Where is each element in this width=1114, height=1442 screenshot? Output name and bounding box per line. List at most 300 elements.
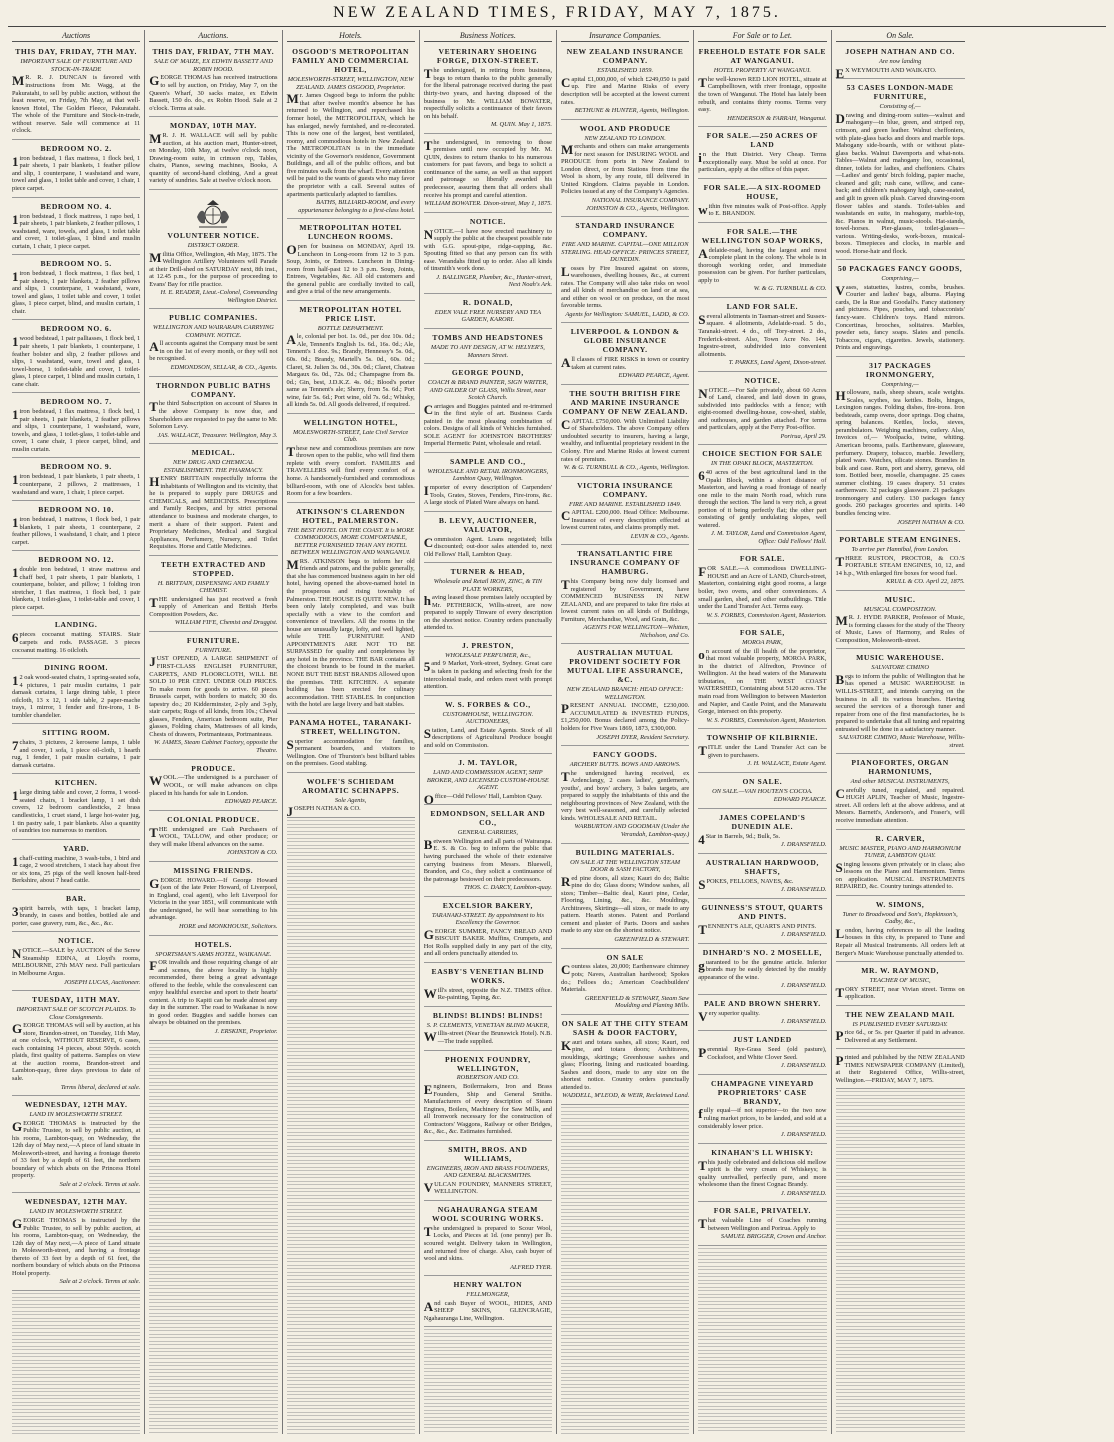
- fine-print-filler: [561, 1401, 689, 1406]
- advertisement: [698, 626, 826, 729]
- advertisement: [561, 122, 689, 217]
- fine-print-filler: [698, 1318, 826, 1323]
- fine-print-filler: [287, 1121, 415, 1126]
- ad-title: JAMES COPELAND'S DUNEDIN ALE.: [719, 812, 806, 831]
- fine-print-filler: [287, 1268, 415, 1273]
- royal-crest-icon: [193, 197, 233, 229]
- ad-title: CHOICE SECTION FOR SALE: [702, 449, 823, 459]
- fine-print-filler: [836, 1357, 965, 1362]
- ad-title: METROPOLITAN HOTEL PRICE LIST.: [299, 304, 402, 323]
- fine-print-filler: [287, 1016, 415, 1021]
- fine-print-filler: [149, 1057, 277, 1062]
- fine-print-filler: [149, 1127, 277, 1132]
- advertisement: [287, 775, 415, 818]
- fine-print-filler: [287, 932, 415, 937]
- ad-title: BEDROOM NO. 10.: [38, 505, 114, 515]
- ad-title: B. LEVY, AUCTIONEER, VALUATOR,: [438, 515, 537, 534]
- fine-print-filler: [836, 1210, 965, 1215]
- ad-title: DINING ROOM.: [44, 663, 108, 673]
- ad-body: 3spirit barrels, with taps, 1 bracket lamp, brandy, in cases and bottles, bottled ale and porter, case gravery, rum, &c., &c., &c.: [12, 903, 141, 927]
- ad-title: PUBLIC COMPANIES.: [169, 313, 258, 323]
- fine-print-filler: [561, 1289, 689, 1294]
- fine-print-filler: [424, 1413, 552, 1418]
- fine-print-filler: [287, 1394, 415, 1399]
- ad-subtitle: Wholesale and Retail IRON, ZINC, & TIN PLATE WORKERS,: [433, 578, 543, 593]
- fine-print-filler: [561, 1268, 689, 1273]
- ad-title: AUSTRALIAN MUTUAL PROVIDENT SOCIETY FOR MUTUAL LIFE ASSURANCE, &C.: [567, 648, 684, 685]
- fine-print-filler: [561, 1429, 689, 1434]
- ad-subtitle: IMPORTANT SALE OF SCOTCH PLAIDS. To Close Consignments.: [16, 1006, 136, 1021]
- fine-print-filler: [698, 1360, 826, 1365]
- ad-subtitle: HOTEL PROPERTY AT WANGANUI.: [713, 67, 812, 75]
- ad-title: KITCHEN.: [54, 778, 98, 788]
- ad-title: PRODUCE.: [191, 763, 236, 773]
- ad-body: Will's street, opposite the N.Z. TIMES office. Re-painting, Taping, &c.: [423, 985, 552, 1002]
- fine-print-filler: [149, 1078, 277, 1083]
- ad-signature: Agents for Wellington: SAMUEL, LADD, & CO.: [565, 310, 690, 318]
- fine-print-filler: [836, 1140, 965, 1145]
- ad-title: LANDING.: [54, 620, 98, 630]
- ad-body: 1iron bedstead, 1 flax mattress, 1 flock bed, 1 pair sheets, 1 pair blankets, 2 feather pillows and slips, 1 counterpane, 1 washstand, ware, towels, and glass, 1 toilet-glass, 1 toilet-table and cover, 1 cane chair, 1 piece carpet, blind, and muslin curtain.: [12, 407, 141, 453]
- ad-body: MRS. ATKINSON begs to inform her old friends and patrons, and the public generally, that she has commenced business again in her old hotel, having opened the above-named hotel in the prosperous and rising township of Palmerston. THE HOUSE IS QUITE NEW. It has been only lately completed, and was built specially with a view to the comfort and convenience of travellers. All the rooms in the house are unusually large, lofty, and well lighted, while THE FURNITURE AND APPOINTMENTS ARE NOT TO BE SURPASSED for quality and completeness by any hotel in the province. THE BAR contains all the choicest brands to be found in the market. NONE BUT THE BEST BRANDS Allowed upon the premises. THE KITCHEN. A separate building has been erected for culinary accommodation. THE STABLES. In conjunction with the hotel are large livery and bait stables.: [286, 556, 415, 709]
- ad-title: BEDROOM NO. 5.: [40, 259, 112, 269]
- ad-body: PRESENT ANNUAL INCOME, £230,000. ACCUMULATED & INVESTED FUNDS, £1,250,000. Bonus declared among the Policy-holders for Five Years 1869, 1873, £300,000.: [561, 701, 690, 733]
- ad-title: MISSING FRIENDS.: [173, 865, 254, 875]
- fine-print-filler: [836, 1399, 965, 1404]
- fine-print-filler: [12, 1405, 140, 1410]
- ad-title: THIS DAY, FRIDAY, 7TH MAY.: [152, 47, 275, 57]
- fine-print-filler: [836, 1133, 965, 1138]
- advertisement: [698, 1077, 826, 1144]
- ad-title: FOR SALE.—THE WELLINGTON SOAP WORKS,: [701, 226, 823, 245]
- ad-signature: EDWARD PEARCE.: [224, 798, 278, 806]
- ad-body: Mr. James Osgood begs to inform the public that after twelve month's absence he has returned to Wellington, and repurchased his former hotel, the METROPOLITAN, which he has enlarged, newly furnished, and re-decorated. This is now one of the largest, best ventilated, roomy, and commodious hotels in New Zealand. The METROPOLITAN is in the immediate vicinity of the Governor's residence, Government Buildings, and all of the public offices, and but five minutes walk from the wharf. Every attention will be paid to the wants of guests who may favor the proprietor with a call. Several suites of apartments particularly adapted to families.: [286, 91, 415, 198]
- fine-print-filler: [287, 1233, 415, 1238]
- ad-signature: JOSEPH LUCAS, Auctioneer.: [64, 978, 141, 986]
- ad-signature: GREENFIELD & STEWART.: [614, 935, 690, 943]
- fine-print-filler: [698, 1332, 826, 1337]
- advertisement: [836, 45, 965, 79]
- fine-print-filler: [149, 1176, 277, 1181]
- fine-print-filler: [287, 988, 415, 993]
- ad-title: FOR SALE,: [739, 628, 785, 638]
- fine-print-filler: [836, 1413, 965, 1418]
- fine-print-filler: [836, 1259, 965, 1264]
- ad-subtitle: NEW ZEALAND TO LONDON.: [584, 134, 666, 142]
- fine-print-filler: [698, 1416, 826, 1421]
- fine-print-filler: [698, 1269, 826, 1274]
- fine-print-filler: [287, 1373, 415, 1378]
- ad-body: THREE RUSTON, PROCTOR, & CO.'S PORTABLE STEAM ENGINES, 10, 12, and 14 h.p., With enlarged fire boxes for wood fuel.: [835, 553, 965, 577]
- ad-signature: Sale at 2 o'clock. Terms at sale.: [59, 1278, 141, 1286]
- ad-signature: H. E. READER, Lieut.-Colonel, Commanding Wellington District.: [160, 289, 278, 304]
- fine-print-filler: [424, 1343, 552, 1348]
- ad-body: FOR invalids and those requiring change of air and scenes, the above locality is highly recommended, there being a great advantage offered to the feeble, while the convalescent can enjoy healthful exercise and sport to their hearts' content. A trip to Kapiti can be made almost any day in the summer. The road to Waikanae is now in good order. Buggies and saddle horses can always be obtained on the premises.: [149, 958, 278, 1027]
- fine-print-filler: [836, 1098, 965, 1103]
- fine-print-filler: [698, 1290, 826, 1295]
- fine-print-filler: [287, 1422, 415, 1427]
- fine-print-filler: [561, 1359, 689, 1364]
- fine-print-filler: [149, 1386, 277, 1391]
- fine-print-filler: [149, 1225, 277, 1230]
- ad-body: Commission Agent. Loans negotiated; bills discounted; out-door sales attended to, next Old Fellows' Hall, Lambton Quay.: [423, 534, 552, 558]
- ad-body: Office—Odd Fellows' Hall, Lambton Quay.: [423, 791, 543, 807]
- fine-print-filler: [149, 1316, 277, 1321]
- fine-print-filler: [424, 1385, 552, 1390]
- ad-signature: W. & G. TURNBULL & CO., Agents, Wellington.: [563, 464, 690, 472]
- fine-print-filler: [561, 1366, 689, 1371]
- ad-title: 50 PACKAGES FANCY GOODS,: [837, 264, 963, 274]
- advertisement: [12, 322, 140, 393]
- advertisement: [561, 951, 689, 1015]
- fine-print-filler: [149, 1120, 277, 1125]
- advertisement: [424, 965, 552, 1007]
- fine-print-filler: [561, 1352, 689, 1357]
- fine-print-filler: [287, 820, 415, 825]
- ad-title: NOTICE.: [744, 375, 781, 385]
- fine-print-filler: [836, 1308, 965, 1313]
- ad-body: WOOL.—The undersigned is a purchaser of WOOL, or will make advances on clips placed in his hands for sale in London.: [149, 773, 278, 797]
- fine-print-filler: [287, 1100, 415, 1105]
- fine-print-filler: [836, 1126, 965, 1131]
- ad-signature: SAMUEL BRIGGER, Crown and Anchor.: [720, 1233, 827, 1241]
- fine-print-filler: [287, 1093, 415, 1098]
- advertisement: [424, 45, 552, 133]
- fine-print-filler: [836, 1154, 965, 1159]
- fine-print-filler: [561, 1254, 689, 1259]
- fine-print-filler: [287, 981, 415, 986]
- ad-signature: J. M. TAYLOR, Land and Commission Agent, Office: Odd Fellows' Hall.: [710, 530, 827, 545]
- fine-print-filler: [561, 1387, 689, 1392]
- ad-body: 12 oak wood-seated chairs, 1 spring-seated sofa, 4 pictures, 1 pair muslin curtains, 1 pair damask curtains, 1 large dining table, 1 piece oilcloth, 13 x 12, 1 side table, 2 paper-mache trays, 1 mirror, 1 fender and fire-irons, 1 8-tumbler chandelier.: [12, 673, 141, 719]
- advertisement: [149, 446, 277, 556]
- advertisement: [836, 262, 965, 356]
- ad-body: London, having references to all the leading houses in this city, is prepared to Tune and Repair all Musical Instruments. All orders left at Berger's Music Warehouse punctually attended to.: [835, 925, 965, 957]
- ad-body: MR. J. H. WALLACE will sell by public auction, at his auction mart, Hunter-street, on Monday, 10th May, at twelve o'clock noon, Drawing-room suite, in crimson rep, Tables, chairs, Pianos, sewing machines, Books, A quantity of second-hand clothing, And a great variety of sundries. Sale at twelve o'clock noon.: [149, 131, 278, 185]
- advertisement: [12, 726, 140, 774]
- ad-signature: J. DRANSFIELD.: [780, 982, 827, 990]
- fine-print-filler: [836, 1203, 965, 1208]
- advertisement: [12, 993, 140, 1096]
- ad-subtitle: THE BEST HOTEL ON THE COAST. It is MORE COMMODIOUS, MORE COMFORTABLE, BETTER FURNISHED THAN ANY HOTEL BETWEEN WELLINGTON AND WANGANUI.: [287, 526, 415, 557]
- ad-body: Importer of every description of Carpenders' Tools, Grates, Stoves, Fenders, Fire-irons, &c. A large stock of Plated Ware always on hand.: [423, 482, 552, 507]
- advertisement: [424, 136, 552, 213]
- fine-print-filler: [287, 862, 415, 867]
- fine-print-filler: [149, 1169, 277, 1174]
- fine-print-filler: [149, 1274, 277, 1279]
- advertisement: [149, 192, 277, 309]
- ad-title: MUSIC.: [884, 594, 916, 604]
- ad-title: FOR SALE.—A SIX-ROOMED HOUSE,: [703, 182, 822, 201]
- fine-print-filler: [149, 1302, 277, 1307]
- ad-body: Carefully tuned, regulated, and repaired. HUGH APLIN, Teacher of Music, Ingestre-street. All orders left at the above address, and at Messrs. Barnett's, Anderson's, and Fraser's, will receive immediate attention.: [835, 785, 965, 825]
- ad-title: JOSEPH NATHAN AND CO.: [845, 47, 955, 57]
- fine-print-filler: [561, 1338, 689, 1343]
- fine-print-filler: [561, 1142, 689, 1147]
- fine-print-filler: [149, 1204, 277, 1209]
- ad-body: 1wood bedstead, 1 pair palliasses, 1 flock bed, 1 pair sheets, 1 pair blankets, 1 counterpane, 1 feather bolster and slip, 2 feather pillows and slips, 1 washstand, ware, towel and glass, 1 towel-horse, 1 toilet-table and cover, 1 toilet-glass, 1 piece carpet, 1 blind and muslin curtain, 1 cane chair.: [12, 334, 141, 388]
- ad-body: in the Hutt District. Very Cheap. Terms exceptionally easy. Must be sold at once. For particulars, apply at the office of this paper.: [698, 150, 827, 174]
- fine-print-filler: [424, 1364, 552, 1369]
- ad-subtitle: IN THE OPAKI BLOCK, MASTERTON.: [711, 460, 814, 468]
- advertisement: [424, 514, 552, 564]
- fine-print-filler: [698, 1409, 826, 1414]
- advertisement: [12, 395, 140, 458]
- ad-signature: HENDERSON & FARRAH, Wanganui.: [727, 114, 827, 122]
- fine-print-filler: [12, 1335, 140, 1340]
- fine-print-filler: [561, 1177, 689, 1182]
- ad-title: W. SIMONS,: [875, 899, 925, 909]
- ad-signature: J. DRANSFIELD.: [780, 1189, 827, 1197]
- fine-print-filler: [561, 1135, 689, 1140]
- advertisement: [287, 505, 415, 714]
- fine-print-filler: [698, 1395, 826, 1400]
- fine-print-filler: [698, 1374, 826, 1379]
- ad-title: BUILDING MATERIALS.: [575, 847, 675, 857]
- ad-body: GEORGE SUMMER, FANCY BREAD AND BISCUIT BAKER. Muffins, Crumpets, and Hot Rolls supplied daily in any part of the city, and all orders punctually attended to.: [423, 926, 552, 958]
- advertisement: [698, 45, 826, 127]
- ad-body: having leased those premises lately occupied by Mr. PETHERICK, Willis-street, are now prepared to supply Tinware of every description on the shortest notice. Country orders punctually attended to.: [423, 593, 552, 632]
- ad-subtitle: S. P. CLEMENTS, VENETIAN BLIND MAKER,: [426, 1021, 549, 1029]
- ad-body: HENRY BRITTAIN respectfully informs the inhabitants of Wellington and its vicinity, that he is prepared to supply pure DRUGS and CHEMICALS, and MEDICINES. Prescriptions and Family Recipes, and by strict personal attendance to business and moderate charges, to merit a share of their support. Patent and Proprietary Medicines, Medical and Surgical Appliances, Perfumery, Nursery, and Toilet Requisites. Horse and Cattle Medicines.: [149, 474, 278, 551]
- fine-print-filler: [12, 1426, 140, 1431]
- advertisement: [149, 634, 277, 760]
- ad-signature: WARBURTON AND GOODMAN (Under the Verandah, Lambton-quay.): [574, 823, 690, 838]
- ad-signature: NATIONAL INSURANCE COMPANY. JOHNSTON & CO., Agents, Wellington.: [586, 196, 690, 212]
- advertisement: [561, 45, 689, 119]
- ad-subtitle: To arrive per Hannibal, from London.: [851, 546, 949, 553]
- fine-print-filler: [149, 1106, 277, 1111]
- ad-signature: WILLIAM FIFE, Chemist and Druggist.: [174, 619, 278, 627]
- fine-print-filler: [561, 1205, 689, 1210]
- advertisement: [287, 716, 415, 773]
- fine-print-filler: [836, 1322, 965, 1327]
- advertisement: [698, 181, 826, 223]
- ad-subtitle: Comprising,—: [881, 275, 919, 283]
- fine-print-filler: [149, 1050, 277, 1055]
- fine-print-filler: [287, 1128, 415, 1133]
- ad-body: The undersigned, in retiring from business, begs to return thanks to the public generally for the liberal patronage received during the past thirty-two years, and having disposed of the business to Mr. WILLIAM BOWATER, respectfully solicits a continuance of their favors on his behalf.: [423, 66, 552, 120]
- fine-print-filler: [836, 1336, 965, 1341]
- ad-subtitle: MOLESWORTH-STREET, Late Civil Service Club.: [292, 428, 409, 444]
- fine-print-filler: [149, 1365, 277, 1370]
- column-3: [283, 30, 420, 1434]
- fine-print-filler: [149, 1099, 277, 1104]
- fine-print-filler: [287, 1002, 415, 1007]
- ad-subtitle: IMPORTANT SALE OF FURNITURE AND STOCK-IN-TRADE: [20, 58, 132, 73]
- fine-print-filler: [287, 1275, 415, 1280]
- ad-title: OSGOOD'S METROPOLITAN FAMILY AND COMMERCIAL HOTEL,: [292, 47, 410, 75]
- ad-title: 53 CASES LONDON-MADE FURNITURE,: [846, 83, 954, 102]
- fine-print-filler: [424, 1336, 552, 1341]
- fine-print-filler: [287, 1037, 415, 1042]
- ad-subtitle: NEW ZEALAND BRANCH: HEAD OFFICE: WELLINGTON.: [566, 686, 684, 701]
- ad-title: GEORGE POUND,: [451, 368, 524, 378]
- fine-print-filler: [836, 1385, 965, 1390]
- ad-subtitle: IS PUBLISHED EVERY SATURDAY.: [852, 1020, 948, 1028]
- ad-title: FOR SALE, PRIVATELY.: [713, 1206, 811, 1216]
- fine-print-filler: [698, 1262, 826, 1267]
- fine-print-filler: [287, 1387, 415, 1392]
- ad-body: That valuable Line of Coaches running between Wellington and Porirua. Apply to: [698, 1216, 827, 1232]
- ad-body: FOR SALE.—A commodious DWELLING-HOUSE and an Acre of LAND, Church-street, Masterton, containing eight good rooms, a large boiler, two ovens, and other conveniences. A small garden, shed, and other outbuildings. Title under the Land Transfer Act. Terms easy.: [698, 564, 827, 611]
- ad-title: EDMONDSON, SELLAR AND CO.,: [430, 809, 546, 828]
- fine-print-filler: [698, 1248, 826, 1253]
- ad-title: EASBY'S VENETIAN BLIND WORKS.: [431, 966, 545, 985]
- ad-body: TENNENT'S ALE, QUARTS AND PINTS.: [698, 921, 817, 937]
- ad-body: VULCAN FOUNDRY, MANNERS STREET, WELLINGTON.: [423, 1179, 552, 1196]
- ad-title: MR. W. RAYMOND,: [861, 966, 939, 976]
- ad-title: GUINNESS'S STOUT, QUARTS AND PINTS.: [701, 902, 824, 921]
- ad-body: NOTICE.—For Sale privately, about 60 Acres of Land, cleared, and laid down in grass, subdivided into paddocks with a fence; with eight-roomed dwelling-house, cow-shed, stable, and outhouses, and garden attached. For terms and particulars, apply at the Ferry Post-office.: [698, 385, 827, 432]
- ad-body: on account of the ill health of the proprietor, that most valuable property, MOROA PARK, in the district of Alfredton, Province of Wellington. At the head waters of the Manawatu tributaries, on THE WEST COAST WATERSHED, Containing about 5120 acres. The main road from Wellington to between Masterton and Napier, and Castle Point, and the Manawatu Gorge, intersect on this property.: [698, 646, 827, 716]
- fine-print-filler: [287, 1163, 415, 1168]
- fine-print-filler: [287, 1023, 415, 1028]
- ad-signature: GREENFIELD & STEWART, Steam Saw Moulding and Planing Mills.: [584, 994, 690, 1010]
- column-1: [8, 30, 145, 1434]
- advertisement: [561, 1017, 689, 1105]
- fine-print-filler: [149, 1260, 277, 1265]
- fine-print-filler: [561, 1184, 689, 1189]
- fine-print-filler: [836, 1406, 965, 1411]
- fine-print-filler: [561, 1380, 689, 1385]
- fine-print-filler: [149, 1197, 277, 1202]
- ad-subtitle: ESTABLISHED 1859.: [597, 67, 654, 75]
- ad-title: LAND FOR SALE.: [726, 301, 799, 311]
- ad-title: FURNITURE.: [186, 635, 240, 645]
- ad-title: YARD.: [63, 843, 90, 853]
- fine-print-filler: [287, 1009, 415, 1014]
- fine-print-filler: [698, 1325, 826, 1330]
- ad-title: WOOL AND PRODUCE: [579, 123, 671, 133]
- fine-print-filler: [149, 1071, 277, 1076]
- ad-body: Ale, colonial per bot. 1s. 0d., per doz 10s. 0d.; Ale, Tennent's English 1s. 6d., 16s. 0d.; Ale, Tennent's 1 doz. 9s.; Brandy, Hennessy's 5s. 0d., 60s. 0d.; Brandy, Martell's 5s. 0d., 60s. 0d.; Claret, St. Julien 3s. 0d., 30s. 0d.; Claret, Chateau Margaux 6s. 0d., 72s. 0d.; Champagne from 8s. 0d.; Gin, best, J.D.K.Z. 4s. 0d.; Blood's porter same as Tennent's ale; Sherry, from 5s. 6d.; Port wine, fair 5s. 6d.; Port wine, old 7s. 6d.; Whisky, all kinds 5s. 0d. All goods delivered, if required.: [286, 332, 415, 409]
- ad-body: GEORGE THOMAS has received instructions to sell by auction, on Friday, May 7, on the Queen's Wharf, 30 sacks maize, ex Edwin Bassett, 150 do. do., ex Robin Hood. Sale at 2 o'clock. Terms at sale.: [149, 73, 278, 112]
- fine-print-filler: [287, 1289, 415, 1294]
- advertisement: [698, 811, 826, 854]
- ad-signature: EDMONDSON, SELLAR, & CO., Agents.: [170, 364, 278, 372]
- fine-print-filler: [149, 1043, 277, 1048]
- fine-print-filler: [287, 1030, 415, 1035]
- ad-subtitle: LAND AND COMMISSION AGENT, SHIP BROKER, AND LICENSED CUSTOM-HOUSE AGENT.: [426, 769, 549, 792]
- ad-body: The undersigned is prepared to Scour Wool, Locks, and Pieces at 1d. (one penny) per lb. scoured weight. Delivery taken in Wellington, and returned free of charge. Also, cash buyer of wool and skins.: [423, 1223, 552, 1263]
- ad-body: Perennial Rye-Grass Seed (old pasture), Cocksfoot, and White Clover Seed.: [698, 1044, 827, 1061]
- fine-print-filler: [12, 1412, 140, 1417]
- ad-title: PHOENIX FOUNDRY, WELLINGTON,: [444, 1054, 531, 1073]
- fine-print-filler: [149, 1232, 277, 1237]
- ad-body: Red pine doors, all sizes; Kauri do do; Baltic pine do do; Glass doors; Window sashes, all sizes; Timber—Baltic deal, Kauri pine, Cedar, Flooring, Lining, &c., &c. Mouldings, Architraves, Skirtings—all sizes, or made to any pattern. Hearth stones. Patent and Portland cement and plaster of Paris. Doors and sashes made to any size on the shortest notice.: [561, 873, 690, 935]
- fine-print-filler: [149, 1239, 277, 1244]
- fine-print-filler: [149, 1421, 277, 1426]
- advertisement: [149, 311, 277, 376]
- ad-title: FOR SALE.—250 ACRES OF LAND: [706, 131, 819, 150]
- section-heading: Auctions: [12, 30, 140, 42]
- fine-print-filler: [287, 974, 415, 979]
- ad-body: 1double iron bedstead, 1 straw mattress and chaff bed, 1 pair sheets, 1 pair blankets, 1 counterpane, bolster, and pillow; 1 folding iron stretcher, 1 flax mattress, 1 flock bed, 1 pair blankets, 1 toilet-glass, 1 toilet-table and cover, 1 piece carpet.: [12, 565, 141, 611]
- ad-signature: J. BALLINGER, Plumber, &c., Hunter-street, Next Noah's Ark.: [436, 273, 552, 289]
- advertisement: [561, 325, 689, 385]
- fine-print-filler: [836, 1168, 965, 1173]
- fine-print-filler: [12, 1377, 140, 1382]
- fine-print-filler: [836, 1105, 965, 1110]
- fine-print-filler: [12, 1384, 140, 1389]
- advertisement: [12, 618, 140, 659]
- ad-body: The undersigned having received, ex Ardenclangy, 2 cases ladies', gentlemen's, youths', and boys' archery, 3 bales targets, are prepared to supply the inhabitants of this and the neighbouring provinces of New Zealand, with the very best well-seasoned, and carefully selected kinds. WHOLESALE AND RETAIL.: [561, 768, 690, 822]
- advertisement: [836, 964, 965, 1006]
- ad-title: HENRY WALTON: [453, 1280, 523, 1290]
- fine-print-filler: [287, 1156, 415, 1161]
- ad-title: THE SOUTH BRITISH FIRE AND MARINE INSURANCE COMPANY OF NEW ZEALAND.: [562, 388, 688, 416]
- fine-print-filler: [287, 953, 415, 958]
- column-4: [420, 30, 557, 1434]
- ad-body: TORY STREET, near Vivian street. Terms on application.: [835, 984, 965, 1001]
- ad-body: within five minutes walk of Post-office. Apply to E. BRANDON.: [698, 201, 827, 218]
- ad-subtitle: ENGINEERS, IRON AND BRASS FOUNDERS, AND GENERAL BLACKSMITHS.: [426, 1164, 550, 1180]
- ad-title: TEETH EXTRACTED AND STOPPED.: [160, 559, 266, 578]
- ad-subtitle: Comprising,—: [881, 380, 919, 388]
- fine-print-filler: [149, 1358, 277, 1363]
- fine-print-filler: [149, 1267, 277, 1272]
- fine-print-filler: [149, 1148, 277, 1153]
- fine-print-filler: [698, 1339, 826, 1344]
- ad-signature: J. H. WALLACE, Estate Agent.: [747, 760, 827, 768]
- ad-title: SITTING ROOM.: [42, 728, 110, 738]
- ad-signature: Porirua, April 29.: [780, 432, 827, 440]
- fine-print-filler: [836, 1371, 965, 1376]
- ad-signature: J. DRANSFIELD.: [780, 841, 827, 849]
- ad-signature: THOS. C. DARCY, Lambton-quay.: [463, 884, 552, 892]
- fine-print-filler: [12, 1363, 140, 1368]
- advertisement: [424, 565, 552, 637]
- ad-body: CAPITAL £200,000. Head Office: Melbourne. Insurance of every description effected at lowest current rates, and claims promptly met.: [561, 508, 690, 532]
- ad-body: 1chaff-cutting machine, 3 wash-tubs, 1 bird and cage, 2 wood stretchers, 1 stack hay about five or six tons, 25 pigs of the well known half-bred Berkshire, about 7 head cattle.: [12, 853, 141, 885]
- fine-print-filler: [287, 1261, 415, 1266]
- ad-title: W. S. FORBES & CO.,: [444, 699, 531, 709]
- ad-subtitle: ROBERTSON AND CO.: [456, 1074, 519, 1082]
- fine-print-filler: [698, 1402, 826, 1407]
- fine-print-filler: [836, 1161, 965, 1166]
- advertisement: [836, 1008, 965, 1050]
- ad-title: HOTELS.: [194, 939, 233, 949]
- ad-body: All accounts against the Company must be sent in on the 1st of every month, or they will not be recognised.: [149, 339, 278, 363]
- fine-print-filler: [561, 1415, 689, 1420]
- section-heading: For Sale or to Let.: [698, 30, 826, 42]
- advertisement: [698, 225, 826, 298]
- fine-print-filler: [287, 1408, 415, 1413]
- advertisement: [836, 898, 965, 962]
- ad-subtitle: MUSIC MASTER, PIANO AND HARMONIUM TUNER, LAMBTON QUAY.: [839, 844, 961, 860]
- fine-print-filler: [561, 1310, 689, 1315]
- fine-print-filler: [424, 1371, 552, 1376]
- ad-title: TURNER & HEAD,: [450, 567, 526, 577]
- ad-title: STANDARD INSURANCE COMPANY.: [575, 221, 675, 239]
- ad-signature: KRULL & CO. April 22, 1875.: [886, 578, 965, 586]
- fine-print-filler: [836, 1350, 965, 1355]
- ad-title: THE NEW ZEALAND MAIL: [845, 1009, 955, 1019]
- ad-signature: W. JAMES, Steam Cabinet Factory, opposite the Theatre.: [154, 739, 278, 754]
- ad-title: LIVERPOOL & LONDON & GLOBE INSURANCE COMPANY.: [570, 327, 680, 355]
- fine-print-filler: [287, 1366, 415, 1371]
- fine-print-filler: [287, 1429, 415, 1434]
- section-heading: Hotels.: [287, 30, 415, 42]
- fine-print-filler: [287, 925, 415, 930]
- fine-print-filler: [561, 1247, 689, 1252]
- ad-signature: J. DRANSFIELD.: [780, 1018, 827, 1026]
- fine-print-filler: [287, 1044, 415, 1049]
- fine-print-filler: [561, 1261, 689, 1266]
- ad-signature: W. S. FORBES, Commission Agent, Masterton.: [706, 716, 827, 724]
- column-7: [832, 30, 969, 1434]
